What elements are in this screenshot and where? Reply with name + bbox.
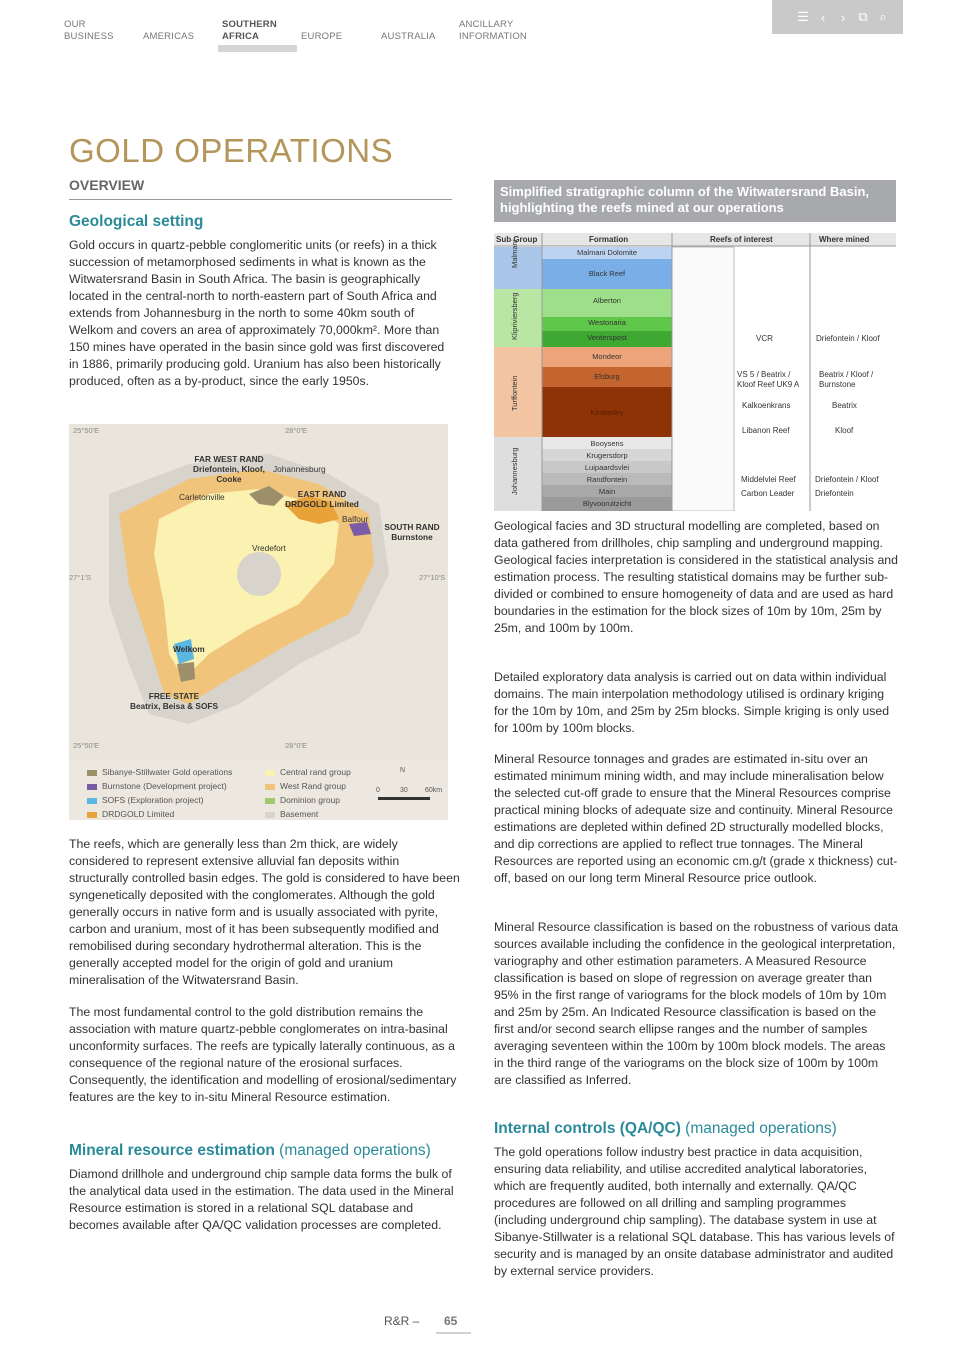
scale-label: 0	[376, 787, 380, 794]
where-mined-line: Burnstone	[819, 380, 856, 389]
map-coordinate: 25°50'E	[73, 426, 100, 435]
map-label-welkom: Welkom	[173, 644, 205, 654]
strat-header: Sub Group	[496, 235, 538, 244]
footer-label: R&R –	[384, 1314, 420, 1328]
map-legend	[69, 759, 448, 820]
map-label-east-rand	[267, 489, 377, 509]
nav-label: SOUTHERN	[222, 19, 277, 30]
map-coordinate: 28°0'E	[285, 426, 307, 435]
where-mined-label: Driefontein / Kloof	[815, 475, 879, 484]
formation-label: Randfontein	[586, 475, 628, 484]
toolbar	[772, 0, 903, 34]
formation-label: Westonaria	[588, 318, 626, 327]
subgroup-label: Malmani	[510, 239, 519, 268]
legend-label: West Rand group	[280, 781, 346, 791]
map-label-line: DRDGOLD Limited	[285, 499, 359, 509]
map-coordinate: 27°1'S	[69, 573, 91, 582]
strat-header: Formation	[589, 235, 629, 244]
formation-label: Luipaardsvlei	[584, 463, 630, 472]
page-number: 65	[444, 1314, 458, 1328]
section-overview-heading: OVERVIEW	[69, 177, 452, 200]
formation-label: Blyvooruitzicht	[582, 499, 632, 508]
legend-swatch	[87, 770, 97, 776]
legend-item	[265, 809, 318, 819]
legend-item	[265, 767, 351, 777]
subgroup-label: Klipriviersberg	[510, 292, 519, 340]
formation-label: Kimberley	[590, 408, 624, 417]
footer-underline	[436, 1332, 471, 1334]
where-mined-label: Beatrix	[832, 401, 857, 410]
mineral-resource-estimation-heading	[69, 1142, 431, 1160]
legend-item	[87, 781, 227, 791]
menu-icon[interactable]: ☰	[797, 9, 809, 24]
reef-label	[737, 370, 799, 390]
map-label-line: Cooke	[216, 474, 242, 484]
strat-header: Where mined	[819, 235, 870, 244]
heading-light: (managed operations)	[680, 1120, 837, 1137]
map-coordinate: 28°0'E	[285, 741, 307, 750]
geological-setting-text: Gold occurs in quartz-pebble conglomeritic units (or reefs) in a thick succession of metamorphosed sediments in what is known as the Witwatersrand Basin in South Africa. The basin is geographically located in the central-north to north-eastern part of South Africa and extends from Johannesburg in the north to some 40km south of Welkom and covers an area of approximately 70,000km². More than 150 mines have operated in the basin since gold was first discovered in 1886, primarily producing gold. Uranium has also been historically produced, often as a by-product, since the early 1950s.	[69, 238, 445, 388]
map-label-free-state	[119, 691, 229, 711]
north-arrow-icon: N	[400, 767, 406, 774]
nav-label: ANCILLARY	[459, 19, 514, 30]
mineral-resource-estimation-text: Diamond drillhole and underground chip sample data forms the bulk of the analytical data used in the estimation. The data used in the Mineral Resource estimation is stored in a relational SQL database and becomes available after QA/QC validation processes are completed.	[69, 1167, 454, 1232]
subgroup-label: Johannesburg	[510, 447, 519, 495]
heading-bold: Internal controls (QA/QC)	[494, 1120, 681, 1137]
internal-controls-heading	[494, 1120, 837, 1138]
legend-label: Sibanye-Stillwater Gold operations	[102, 767, 233, 777]
map-label-johannesburg: Johannesburg	[273, 464, 326, 474]
where-mined-label: Driefontein	[815, 489, 854, 498]
map-label-line: EAST RAND	[297, 489, 347, 499]
facies-text: Geological facies and 3D structural modelling are completed, based on data gathered from drillholes, chip sampling and underground mapping. Geological facies interpretation is considered in the statistical analysis and estimation process. The resulting statistical domains may be further sub-divided or combined to ensure homogeneity of data and are used as hard boundaries in the estimation for the block sizes of 10m by 10m, 25m by 25m, and 100m by 100m.	[494, 519, 898, 635]
legend-label: Burnstone (Development project)	[102, 781, 227, 791]
nav-ancillary-information[interactable]	[459, 19, 527, 43]
fundamental-control-text: The most fundamental control to the gold distribution remains the association with mature quartz-pebble conglomerates on intra-basinal unconformity surfaces. The reefs are typically laterally continuous, as a consequence of the regional nature of the erosional surfaces. Consequently, the identification and modelling of erosional/sedimentary features are the key to in-situ Mineral Resource estimation.	[69, 1005, 457, 1104]
heading-light: (managed operations)	[274, 1142, 431, 1159]
vredefort-dome	[237, 552, 281, 596]
map-label-balfour: Balfour	[342, 514, 369, 524]
classification-text: Mineral Resource classification is based on the robustness of various data sources available including the confidence in the geological interpretation, variography and other estimation parameters. A Measured Resource classification is based on slope of regression on average greater than 95% in the first range of variograms for the block models of 10m by 10m and 25m by 25m. An Indicated Resource classification is based on the first and/or second search ellipse ranges and the number of samples averaging seventeen within the 100m by 100m block models. The areas in the third range of the variograms on the block size of 100m by 100m are classified as Inferred.	[494, 920, 898, 1087]
chevron-left-icon[interactable]: ‹	[820, 9, 826, 25]
where-mined-label: Driefontein / Kloof	[816, 334, 880, 343]
legend-label: Dominion group	[280, 795, 341, 805]
formation-label: Venterspost	[587, 333, 627, 342]
legend-swatch	[87, 798, 97, 804]
map-label-vredefort: Vredefort	[252, 543, 286, 553]
reef-label: Libanon Reef	[742, 426, 790, 435]
nav-label: BUSINESS	[64, 31, 114, 42]
nav-europe[interactable]: EUROPE	[301, 31, 343, 42]
scale-label: 30	[400, 787, 408, 794]
formation-label: Main	[598, 487, 616, 496]
legend-swatch	[87, 784, 97, 790]
nav-label: AFRICA	[222, 31, 260, 42]
map-label-south-rand	[379, 522, 445, 542]
scale-label: 60km	[425, 787, 443, 794]
scale-bar	[378, 797, 430, 800]
map-coordinate: 27°10'S	[419, 573, 446, 582]
strat-header: Reefs of interest	[710, 235, 773, 244]
reef-label-line: VS 5 / Beatrix /	[737, 370, 791, 379]
stratigraphic-column-diagram	[494, 233, 896, 511]
map-label-line: Burnstone	[391, 532, 433, 542]
heading-bold: Mineral resource estimation	[69, 1142, 275, 1159]
map-label-line: FAR WEST RAND	[194, 454, 264, 464]
legend-swatch	[87, 812, 97, 818]
subgroup-label: Turffontein	[510, 375, 519, 411]
formation-label: Malmani Dolomite	[576, 248, 638, 257]
nav-label: OUR	[64, 19, 86, 30]
map-label-line: FREE STATE	[148, 691, 200, 701]
nav-southern-africa[interactable]	[222, 19, 277, 43]
legend-item	[265, 795, 340, 805]
reef-label: Carbon Leader	[741, 489, 795, 498]
legend-item	[265, 781, 346, 791]
nav-australia[interactable]: AUSTRALIA	[381, 31, 436, 42]
map-label-line: Driefontein, Kloof,	[193, 464, 265, 474]
nav-our-business[interactable]	[64, 19, 114, 43]
nav-label: INFORMATION	[459, 31, 527, 42]
map-label-line: SOUTH RAND	[384, 522, 440, 532]
map-label-carletonville: Carletonville	[179, 492, 225, 502]
formation-label: Krugersdorp	[586, 451, 628, 460]
where-mined-label: Kloof	[835, 426, 854, 435]
reef-symbol-column	[672, 247, 734, 511]
reef-label: Middelvlei Reef	[741, 475, 796, 484]
legend-label: DRDGOLD Limited	[102, 809, 175, 819]
export-icon[interactable]: ⧉	[858, 9, 868, 24]
exploratory-analysis-text: Detailed exploratory data analysis is carried out on data within individual domains. The main interpolation methodology utilised is ordinary kriging for the 10m by 10m, and 25m by 25m blocks. Simple kriging is only used for 100m by 100m blocks.	[494, 670, 890, 735]
legend-item	[87, 767, 232, 777]
where-mined-label	[819, 370, 873, 390]
map-coordinate: 25°50'E	[73, 741, 100, 750]
legend-swatch	[265, 812, 275, 818]
map-label-line: Beatrix, Beisa & SOFS	[129, 701, 219, 711]
nav-americas[interactable]: AMERICAS	[143, 31, 195, 42]
tonnages-text: Mineral Resource tonnages and grades are estimated in-situ over an estimated minimum mining width, and may include mineralisation below the selected cut-off grade to ensure that the Mineral Resources comprise practical mining blocks of adequate size and continuity. Mineral Resource estimations are depleted within defined 2D structurally modelled blocks, and dip corrections are applied to reflect true tonnages. The Mineral Resources are reported using an economic cm.g/t (grade x thickness) cut-off, based on our long term Mineral Resource price outlook.	[494, 752, 898, 885]
legend-swatch	[265, 798, 275, 804]
page-footer	[384, 1314, 458, 1328]
legend-swatch	[265, 784, 275, 790]
chevron-right-icon[interactable]: ›	[840, 9, 846, 25]
formation-label: Mondeor	[592, 352, 622, 361]
where-mined-line: Beatrix / Kloof /	[819, 370, 874, 379]
nav-active-indicator	[218, 45, 297, 52]
legend-item	[87, 795, 204, 805]
formation-label: Elsburg	[594, 372, 620, 381]
geological-setting-heading: Geological setting	[69, 213, 204, 230]
reef-label: VCR	[756, 334, 773, 343]
map-label-far-west-rand	[174, 454, 284, 484]
reef-label-line: Kloof Reef UK9 A	[737, 380, 800, 389]
legend-item	[87, 809, 174, 819]
stratigraphic-column-title: Simplified stratigraphic column of the Witwatersrand Basin, highlighting the reefs mined at our operations	[494, 180, 896, 222]
formation-label: Booysens	[590, 439, 624, 448]
page-title: GOLD OPERATIONS	[69, 132, 394, 169]
legend-label: SOFS (Exploration project)	[102, 795, 204, 805]
legend-label: Basement	[280, 809, 319, 819]
internal-controls-text: The gold operations follow industry best practice in data acquisition, ensuring data reliability, and utilise accredited analytical laboratories, which are frequently audited, both internally and externally. QA/QC procedures are followed on all drilling and sampling programmes (including underground chip sampling). The database system in use at Sibanye-Stillwater is a relational SQL database. This has various levels of security and is managed by an onsite database administrator and audited by external service providers.	[494, 1145, 895, 1278]
search-icon[interactable]: ⌕	[879, 9, 887, 24]
formation-label: Alberton	[593, 296, 621, 305]
legend-swatch	[265, 770, 275, 776]
reef-label: Kalkoenkrans	[742, 401, 791, 410]
reefs-text: The reefs, which are generally less than 2m thick, are widely considered to represent extensive alluvial fan deposits within structurally controlled basin edges. The gold is considered to have been syngenetically deposited with the conglomerates. Although the gold generally occurs in native form and is usually associated with pyrite, carbon and uranium, most of it has been subsequently modified and remobilised during secondary hydrothermal alteration. This is the generally accepted model for the origin of gold and uranium mineralisation of the Witwatersrand Basin.	[69, 837, 460, 987]
formation-label: Black Reef	[588, 269, 626, 278]
witwatersrand-basin-map	[69, 424, 448, 820]
legend-label: Central rand group	[280, 767, 351, 777]
